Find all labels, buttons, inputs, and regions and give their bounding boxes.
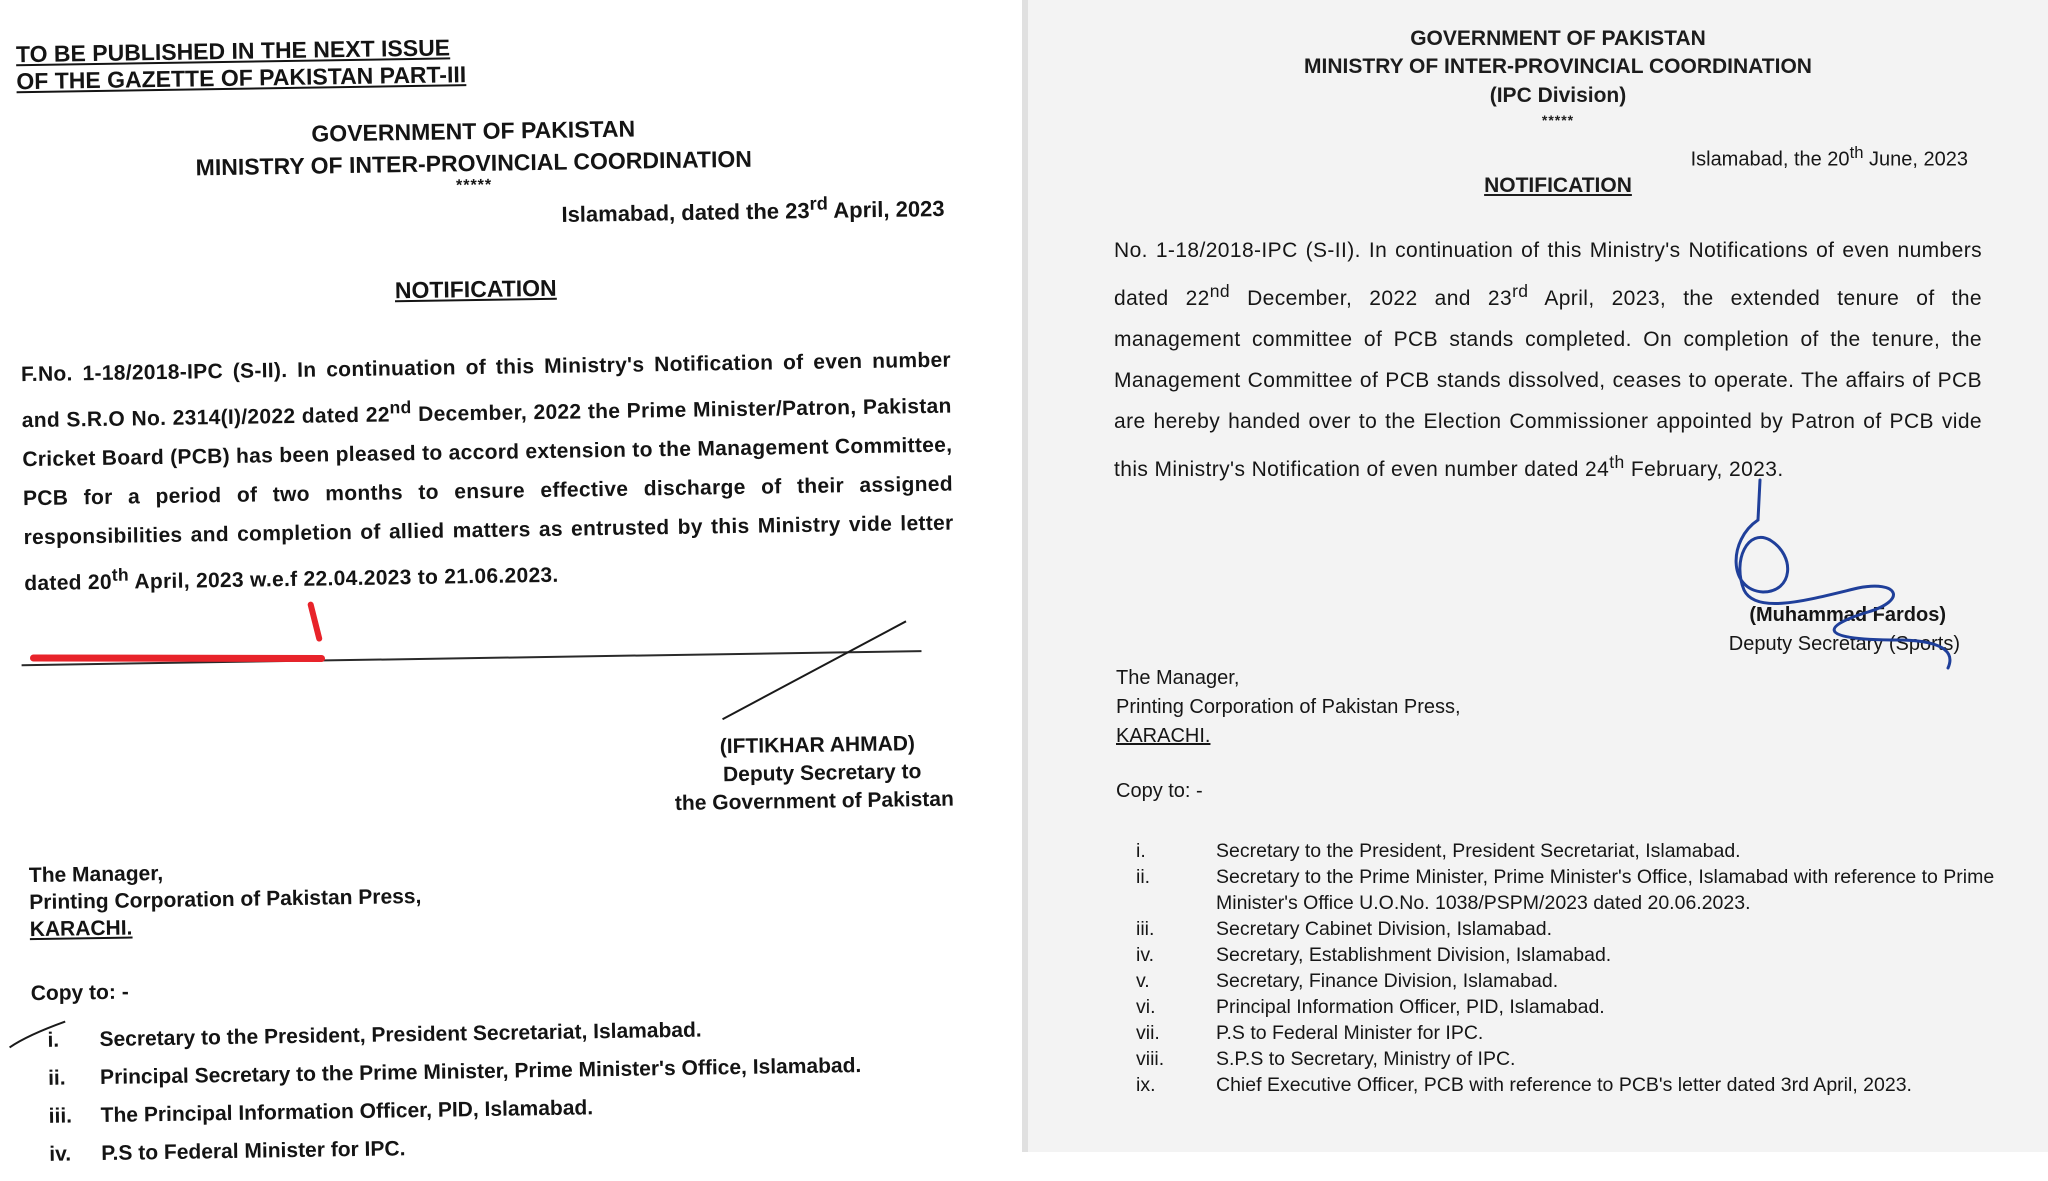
list-item-text: Secretary, Finance Division, Islamabad. [1216, 970, 1559, 992]
gazette-line-2: OF THE GAZETTE OF PAKISTAN PART-III [16, 61, 467, 95]
right-body-part-4: February, 2023. [1624, 458, 1784, 481]
left-signatory-name: (IFTIKHAR AHMAD) [719, 732, 916, 759]
right-copy-to-label: Copy to: - [1116, 780, 1203, 802]
right-address-line-2: Printing Corporation of Pakistan Press, [1116, 696, 1461, 718]
right-body-part-2: December, 2022 and 23 [1230, 287, 1513, 310]
left-body-part-1: In continuation of this Ministry's Notification of even number and S.R.O No. 2314(I)/2022 dated 22 [21, 348, 952, 433]
list-item-number: i. [1136, 840, 1146, 862]
list-item-number: ii. [1136, 866, 1151, 888]
list-item-number: viii. [1136, 1048, 1165, 1070]
left-body-part-2: December, 2022 the Prime Minister/Patron, Pakistan Cricket Board (PCB) has been pleased to accord extension to the Management Committee, PCB for a period of two months to ensure effective discharge of their assigned responsibilities and completion of allied matters as entrusted by this Ministry vide letter dated 20 [22, 394, 954, 596]
left-signatory-designation-1: Deputy Secretary to [722, 760, 922, 787]
left-stars-separator: ***** [455, 176, 493, 195]
right-body-sup-3: th [1609, 452, 1625, 472]
right-signature-marks [1028, 0, 2048, 1152]
list-item-number: iii. [1136, 918, 1155, 940]
red-underline-mark [33, 654, 321, 664]
list-item-text: Secretary to the President, President Secretariat, Islamabad. [1216, 840, 1741, 862]
right-date-sup: th [1849, 143, 1864, 162]
left-signatory-designation-2: the Government of Pakistan [674, 787, 954, 815]
left-date-prefix: Islamabad, dated the 23 [561, 198, 810, 228]
list-item-text: S.P.S to Secretary, Ministry of IPC. [1216, 1048, 1516, 1070]
list-item-text: Principal Secretary to the Prime Minister, Prime Minister's Office, Islamabad. [99, 1054, 862, 1090]
list-item-number: iv. [1136, 944, 1155, 966]
right-body-sup-2: rd [1512, 281, 1529, 301]
list-item-text: P.S to Federal Minister for IPC. [1216, 1022, 1484, 1044]
list-item-text: Principal Information Officer, PID, Islamabad. [1216, 996, 1605, 1018]
left-body-sup-2: th [111, 564, 130, 585]
right-body-sup-1: nd [1209, 281, 1231, 301]
right-stars-separator: ***** [1541, 112, 1575, 128]
right-signatory-designation: Deputy Secretary (Sports) [1728, 633, 1960, 655]
list-item-text: The Principal Information Officer, PID, Islamabad. [100, 1096, 594, 1128]
right-notification-heading: NOTIFICATION [1484, 174, 1632, 197]
left-address-line-2: Printing Corporation of Pakistan Press, [29, 884, 422, 915]
left-copy-to-label: Copy to: - [30, 980, 129, 1006]
left-body-sup-1: nd [389, 397, 412, 418]
right-address-line-1: The Manager, [1116, 667, 1240, 689]
left-ministry-title: MINISTRY OF INTER-PROVINCIAL COORDINATION [195, 145, 753, 181]
right-date-prefix: Islamabad, the 20 [1690, 148, 1850, 171]
blue-signature-mark [1736, 480, 1950, 668]
list-item-number: v. [1136, 970, 1150, 992]
list-item-text: Chief Executive Officer, PCB with reference to PCB's letter dated 3rd April, 2023. [1216, 1074, 1912, 1096]
list-item-text: Secretary Cabinet Division, Islamabad. [1216, 918, 1552, 940]
left-date-suffix: April, 2023 [827, 195, 945, 223]
right-address-city: KARACHI. [1116, 725, 1211, 747]
left-address-city: KARACHI. [29, 916, 133, 942]
right-ministry-title: MINISTRY OF INTER-PROVINCIAL COORDINATION [1304, 55, 1812, 78]
list-item-number: vi. [1136, 996, 1156, 1018]
red-tick-mark [311, 605, 320, 639]
right-date-suffix: June, 2023 [1863, 148, 1968, 171]
right-government-title: GOVERNMENT OF PAKISTAN [1410, 27, 1706, 50]
left-annotation-marks [0, 0, 1031, 1159]
left-notification-content [0, 0, 1031, 1166]
left-notification-page [0, 0, 1022, 1166]
right-notification-page [1028, 0, 2048, 1152]
list-item-number: iii. [48, 1104, 73, 1128]
list-item-number: i. [47, 1028, 60, 1052]
left-notification-heading: NOTIFICATION [394, 274, 557, 304]
left-date-sup: rd [809, 192, 829, 214]
right-body-part-1: No. 1-18/2018-IPC (S-II). In continuation of this Ministry's Notifications of even numbers dated 22 [1114, 239, 1982, 310]
right-signatory-name: (Muhammad Fardos) [1749, 604, 1946, 626]
left-body-part-3: April, 2023 w.e.f 22.04.2023 to 21.06.2023. [128, 563, 559, 594]
left-file-reference: F.No. 1-18/2018-IPC (S-II). [20, 359, 288, 387]
list-item-text: Secretary to the President, President Secretariat, Islamabad. [99, 1018, 702, 1052]
list-item-number: iv. [49, 1142, 72, 1166]
left-government-title: GOVERNMENT OF PAKISTAN [311, 115, 636, 147]
left-address-line-1: The Manager, [28, 862, 164, 888]
right-body-part-3: April, 2023, the extended tenure of the management committee of PCB stands completed. On completion of the tenure, the Management Committee of PCB stands dissolved, ceases to operate. The affairs of PCB are hereby handed over to the Election Commissioner appointed by Patron of PCB vide this Ministry's Notification of even number dated 24 [1114, 287, 1983, 481]
list-item-text: Secretary to the Prime Minister, Prime Minister's Office, Islamabad with reference to Prime Minister's Office U.O.No. 1038/PSPM/2023 dated 20.06.2023. [1216, 866, 1995, 914]
left-margin-pen-mark [9, 1022, 65, 1048]
right-division-title: (IPC Division) [1489, 84, 1627, 107]
left-signature-stroke [721, 621, 907, 719]
gazette-line-1: TO BE PUBLISHED IN THE NEXT ISSUE [15, 34, 451, 68]
list-item-number: ix. [1136, 1074, 1156, 1096]
list-item-number: ii. [47, 1066, 66, 1090]
list-item-number: vii. [1136, 1022, 1160, 1044]
list-item-text: Secretary, Establishment Division, Islamabad. [1216, 944, 1612, 966]
list-item-text: P.S to Federal Minister for IPC. [101, 1137, 406, 1166]
